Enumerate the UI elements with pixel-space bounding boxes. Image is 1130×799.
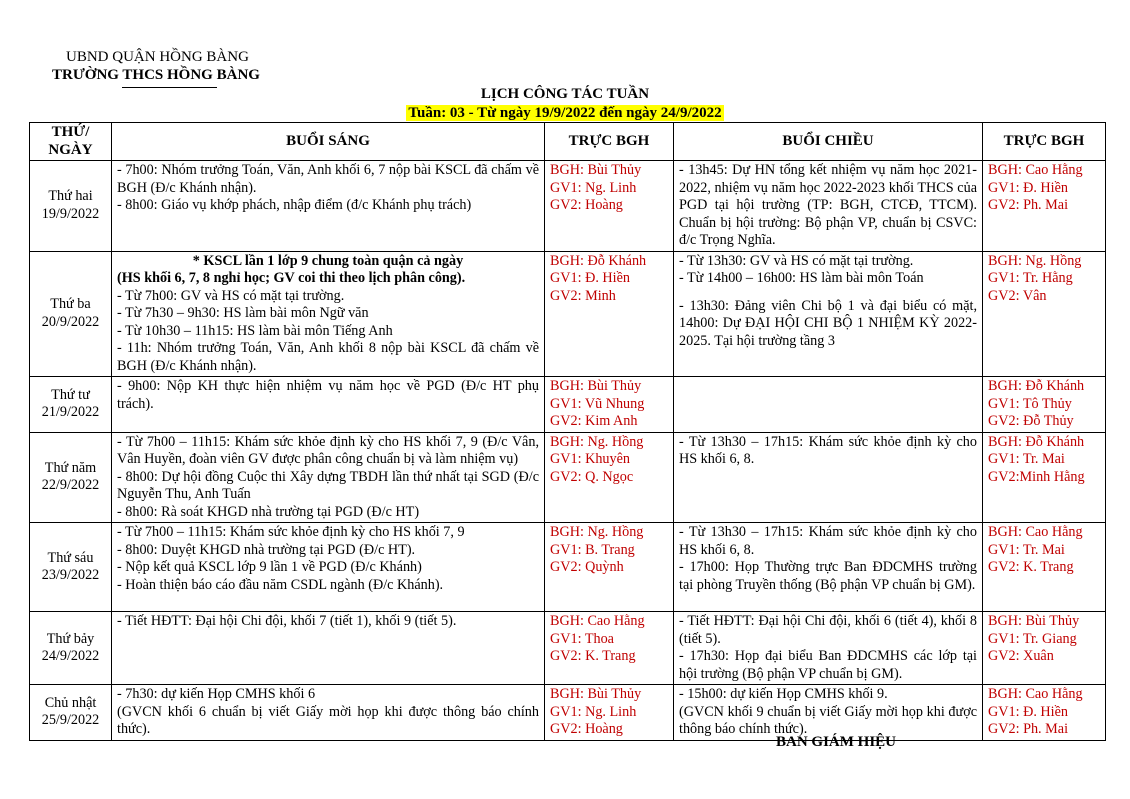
afternoon-cell: - Tiết HĐTT: Đại hội Chi đội, khối 6 (tiết 4), khối 8 (tiết 5). - 17h30: Họp đại biểu Ban ĐDCMHS các lớp tại hội trường (Bộ phận VP chuẩn bị GM). — [674, 612, 983, 685]
page-title: LỊCH CÔNG TÁC TUẦN — [480, 86, 650, 102]
afternoon-cell: - Từ 13h30: GV và HS có mặt tại trường. - Từ 14h00 – 16h00: HS làm bài môn Toán - 13h30: Đảng viên Chi bộ 1 và đại biểu có mặt, 14h00: Dự ĐẠI HỘI CHI BỘ 1 NHIỆM KỲ 2022-2025. Tại hội trường tầng 3 — [674, 251, 983, 377]
table-row — [30, 377, 1106, 433]
table-row — [30, 251, 1106, 377]
duty-afternoon-cell: BGH: Cao Hằng GV1: Đ. Hiền GV2: Ph. Mai — [983, 685, 1106, 741]
col-header-duty-morning: TRỰC BGH — [545, 123, 674, 161]
duty-morning-cell: BGH: Ng. Hồng GV1: B. Trang GV2: Quỳnh — [545, 523, 674, 612]
morning-cell: - Tiết HĐTT: Đại hội Chi đội, khối 7 (tiết 1), khối 9 (tiết 5). — [112, 612, 545, 685]
morning-cell: - Từ 7h00 – 11h15: Khám sức khỏe định kỳ cho HS khối 7, 9 (Đ/c Vân, Vân Huyền, đoàn viên GV được phân công chuẩn bị và làm nhiệm vụ) - 8h00: Dự hội đồng Cuộc thi Xây dựng TBDH lần thứ nhất tại SGD (Đ/c Nguyễn Thu, Anh Tuấn - 8h00: Rà soát KHGD nhà trường tại PGD (Đ/c HT) — [112, 432, 545, 523]
duty-morning-cell: BGH: Bùi Thủy GV1: Ng. Linh GV2: Hoàng — [545, 161, 674, 252]
morning-cell: - 7h30: dự kiến Họp CMHS khối 6 (GVCN khối 6 chuẩn bị viết Giấy mời họp khi được thông báo chính thức). — [112, 685, 545, 741]
day-cell: Thứ bảy 24/9/2022 — [30, 612, 112, 685]
table-row — [30, 612, 1106, 685]
duty-afternoon-cell: BGH: Đỗ Khánh GV1: Tr. Mai GV2:Minh Hằng — [983, 432, 1106, 523]
col-header-morning: BUỔI SÁNG — [112, 123, 545, 161]
col-header-duty-afternoon: TRỰC BGH — [983, 123, 1106, 161]
afternoon-cell: - 15h00: dự kiến Họp CMHS khối 9. (GVCN khối 9 chuẩn bị viết Giấy mời họp khi được thông báo chính thức). — [674, 685, 983, 741]
afternoon-cell: - Từ 13h30 – 17h15: Khám sức khỏe định kỳ cho HS khối 6, 8. - 17h00: Họp Thường trực Ban ĐDCMHS trường tại phòng Truyền thống (Bộ phận VP chuẩn bị GM). — [674, 523, 983, 612]
day-cell: Thứ sáu 23/9/2022 — [30, 523, 112, 612]
afternoon-cell — [674, 377, 983, 433]
afternoon-cell: - 13h45: Dự HN tổng kết nhiệm vụ năm học 2021-2022, nhiệm vụ năm học 2022-2023 khối THCS của PGD tại hội trường (TP: BGH, CTCĐ, TTCM). Chuẩn bị hội trường: Bộ phận VP, chuẩn bị CSVC: đ/c Trọng Nghĩa. — [674, 161, 983, 252]
duty-afternoon-cell: BGH: Bùi Thủy GV1: Tr. Giang GV2: Xuân — [983, 612, 1106, 685]
col-header-afternoon: BUỔI CHIỀU — [674, 123, 983, 161]
duty-morning-cell: BGH: Bùi Thủy GV1: Ng. Linh GV2: Hoàng — [545, 685, 674, 741]
morning-cell: - 9h00: Nộp KH thực hiện nhiệm vụ năm học về PGD (Đ/c HT phụ trách). — [112, 377, 545, 433]
duty-afternoon-cell: BGH: Cao Hằng GV1: Tr. Mai GV2: K. Trang — [983, 523, 1106, 612]
morning-cell: - Từ 7h00 – 11h15: Khám sức khỏe định kỳ cho HS khối 7, 9 - 8h00: Duyệt KHGD nhà trường tại PGD (Đ/c HT). - Nộp kết quả KSCL lớp 9 lần 1 về PGD (Đ/c Khánh) - Hoàn thiện báo cáo đầu năm CSDL ngành (Đ/c Khánh). — [112, 523, 545, 612]
duty-morning-cell: BGH: Đỗ Khánh GV1: Đ. Hiền GV2: Minh — [545, 251, 674, 377]
org-name-district: UBND QUẬN HỒNG BÀNG — [66, 49, 249, 65]
col-header-day: THỨ/ NGÀY — [30, 123, 112, 161]
table-row — [30, 432, 1106, 523]
table-row — [30, 161, 1106, 252]
table-header-row — [30, 123, 1106, 161]
duty-morning-cell: BGH: Cao Hằng GV1: Thoa GV2: K. Trang — [545, 612, 674, 685]
day-cell: Thứ ba 20/9/2022 — [30, 251, 112, 377]
day-cell: Thứ tư 21/9/2022 — [30, 377, 112, 433]
table-row — [30, 685, 1106, 741]
table-row — [30, 523, 1106, 612]
day-cell: Thứ năm 22/9/2022 — [30, 432, 112, 523]
afternoon-cell: - Từ 13h30 – 17h15: Khám sức khỏe định kỳ cho HS khối 6, 8. — [674, 432, 983, 523]
day-cell: Thứ hai 19/9/2022 — [30, 161, 112, 252]
duty-afternoon-cell: BGH: Ng. Hồng GV1: Tr. Hằng GV2: Vân — [983, 251, 1106, 377]
week-range — [0, 104, 1130, 122]
morning-cell: * KSCL lần 1 lớp 9 chung toàn quận cả ngày (HS khối 6, 7, 8 nghỉ học; GV coi thi theo lịch phân công). - Từ 7h00: GV và HS có mặt tại trường. - Từ 7h30 – 9h30: HS làm bài môn Ngữ văn - Từ 10h30 – 11h15: HS làm bài môn Tiếng Anh - 11h: Nhóm trưởng Toán, Văn, Anh khối 8 nộp bài KSCL đã chấm về BGH (Đ/c Khánh nhận). — [112, 251, 545, 377]
week-range-text: Tuần: 03 - Từ ngày 19/9/2022 đến ngày 24/9/2022 — [408, 105, 722, 121]
duty-afternoon-cell: BGH: Đỗ Khánh GV1: Tô Thủy GV2: Đỗ Thủy — [983, 377, 1106, 433]
day-cell: Chủ nhật 25/9/2022 — [30, 685, 112, 741]
morning-cell: - 7h00: Nhóm trưởng Toán, Văn, Anh khối 6, 7 nộp bài KSCL đã chấm về BGH (Đ/c Khánh nhận). - 8h00: Giáo vụ khớp phách, nhập điểm (đ/c Khánh phụ trách) — [112, 161, 545, 252]
org-name-school: TRƯỜNG THCS HỒNG BÀNG — [52, 67, 260, 83]
duty-afternoon-cell: BGH: Cao Hằng GV1: Đ. Hiền GV2: Ph. Mai — [983, 161, 1106, 252]
duty-morning-cell: BGH: Ng. Hồng GV1: Khuyên GV2: Q. Ngọc — [545, 432, 674, 523]
duty-morning-cell: BGH: Bùi Thủy GV1: Vũ Nhung GV2: Kim Anh — [545, 377, 674, 433]
schedule-table — [29, 122, 1106, 741]
signer-title: BAN GIÁM HIỆU — [776, 734, 897, 750]
